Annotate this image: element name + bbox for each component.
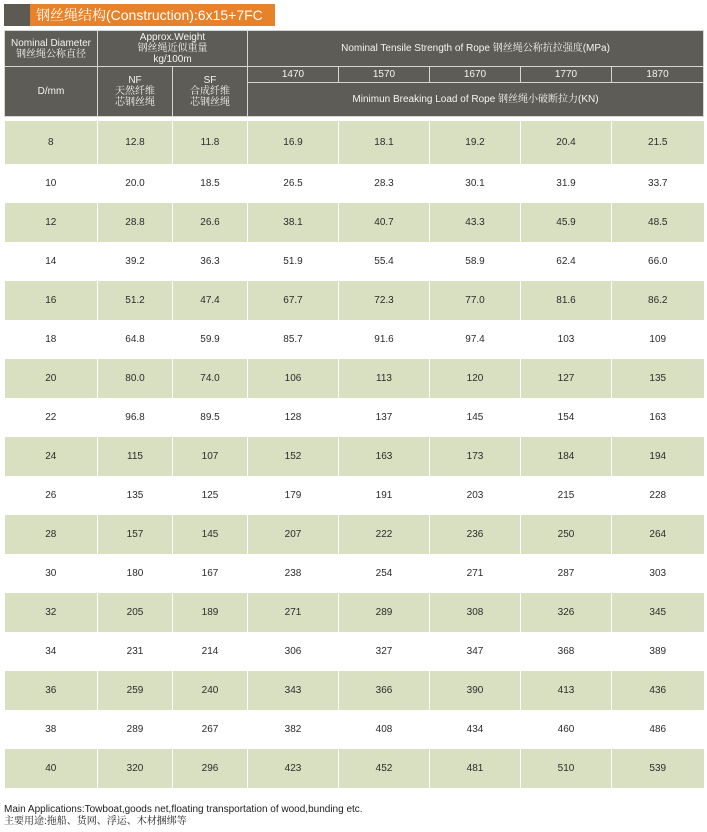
value-cell: 436: [612, 671, 704, 710]
diameter-cell: 36: [5, 671, 98, 710]
nominal-diameter-label: Nominal Diameter: [10, 37, 92, 49]
diameter-cell: 18: [5, 320, 98, 359]
nf-label-cn1: 天然纤维: [115, 86, 155, 97]
value-cell: 40.7: [339, 203, 430, 242]
value-cell: 240: [173, 671, 248, 710]
diameter-cell: 14: [5, 242, 98, 281]
value-cell: 191: [339, 476, 430, 515]
grade-header-1870: 1870: [612, 67, 704, 83]
value-cell: 12.8: [98, 121, 173, 164]
value-cell: 434: [430, 710, 521, 749]
value-cell: 238: [248, 554, 339, 593]
value-cell: 20.0: [98, 164, 173, 203]
footer: [4, 804, 363, 828]
value-cell: 115: [98, 437, 173, 476]
value-cell: 20.4: [521, 121, 612, 164]
value-cell: 222: [339, 515, 430, 554]
value-cell: 36.3: [173, 242, 248, 281]
value-cell: 43.3: [430, 203, 521, 242]
value-cell: 180: [98, 554, 173, 593]
value-cell: 30.1: [430, 164, 521, 203]
sf-label-cn2: 芯钢丝绳: [190, 97, 230, 108]
value-cell: 59.9: [173, 320, 248, 359]
value-cell: 259: [98, 671, 173, 710]
value-cell: 85.7: [248, 320, 339, 359]
value-cell: 157: [98, 515, 173, 554]
value-cell: 81.6: [521, 281, 612, 320]
value-cell: 91.6: [339, 320, 430, 359]
nf-header: [98, 67, 173, 117]
value-cell: 39.2: [98, 242, 173, 281]
diameter-cell: 34: [5, 632, 98, 671]
value-cell: 343: [248, 671, 339, 710]
table-row: [5, 398, 704, 437]
diameter-cell: 8: [5, 121, 98, 164]
title-marker: [4, 4, 30, 26]
value-cell: 16.9: [248, 121, 339, 164]
value-cell: 408: [339, 710, 430, 749]
value-cell: 327: [339, 632, 430, 671]
value-cell: 107: [173, 437, 248, 476]
weight-unit: kg/100m: [153, 54, 192, 65]
value-cell: 267: [173, 710, 248, 749]
value-cell: 135: [98, 476, 173, 515]
diameter-cell: 24: [5, 437, 98, 476]
weight-label: Approx.Weight: [139, 32, 206, 43]
grade-header-1470: 1470: [248, 67, 339, 83]
grade-header-1570: 1570: [339, 67, 430, 83]
value-cell: 33.7: [612, 164, 704, 203]
value-cell: 231: [98, 632, 173, 671]
value-cell: 250: [521, 515, 612, 554]
spec-table: [4, 30, 704, 788]
value-cell: 486: [612, 710, 704, 749]
value-cell: 38.1: [248, 203, 339, 242]
table-row: [5, 121, 704, 164]
value-cell: 145: [430, 398, 521, 437]
value-cell: 389: [612, 632, 704, 671]
value-cell: 26.5: [248, 164, 339, 203]
value-cell: 306: [248, 632, 339, 671]
diameter-cell: 32: [5, 593, 98, 632]
value-cell: 97.4: [430, 320, 521, 359]
value-cell: 51.2: [98, 281, 173, 320]
table-row: [5, 632, 704, 671]
value-cell: 347: [430, 632, 521, 671]
value-cell: 113: [339, 359, 430, 398]
weight-header: [98, 31, 248, 67]
table-row: [5, 515, 704, 554]
value-cell: 184: [521, 437, 612, 476]
value-cell: 452: [339, 749, 430, 788]
value-cell: 26.6: [173, 203, 248, 242]
value-cell: 390: [430, 671, 521, 710]
value-cell: 19.2: [430, 121, 521, 164]
value-cell: 215: [521, 476, 612, 515]
value-cell: 320: [98, 749, 173, 788]
diameter-cell: 26: [5, 476, 98, 515]
value-cell: 228: [612, 476, 704, 515]
value-cell: 137: [339, 398, 430, 437]
value-cell: 45.9: [521, 203, 612, 242]
value-cell: 51.9: [248, 242, 339, 281]
value-cell: 18.5: [173, 164, 248, 203]
value-cell: 125: [173, 476, 248, 515]
value-cell: 271: [248, 593, 339, 632]
value-cell: 194: [612, 437, 704, 476]
value-cell: 289: [339, 593, 430, 632]
weight-label-cn: 钢丝绳近似重量: [137, 43, 208, 54]
diameter-cell: 40: [5, 749, 98, 788]
value-cell: 62.4: [521, 242, 612, 281]
unit-header: D/mm: [5, 67, 98, 117]
value-cell: 236: [430, 515, 521, 554]
table-row: [5, 359, 704, 398]
value-cell: 413: [521, 671, 612, 710]
value-cell: 154: [521, 398, 612, 437]
value-cell: 106: [248, 359, 339, 398]
value-cell: 74.0: [173, 359, 248, 398]
value-cell: 179: [248, 476, 339, 515]
diameter-cell: 10: [5, 164, 98, 203]
table-row: [5, 242, 704, 281]
value-cell: 287: [521, 554, 612, 593]
sf-header: [173, 67, 248, 117]
value-cell: 28.8: [98, 203, 173, 242]
tensile-header: Nominal Tensile Strength of Rope 钢丝绳公称抗拉强度(MPa): [248, 31, 704, 67]
value-cell: 207: [248, 515, 339, 554]
value-cell: 303: [612, 554, 704, 593]
diameter-cell: 12: [5, 203, 98, 242]
value-cell: 460: [521, 710, 612, 749]
diameter-cell: 30: [5, 554, 98, 593]
nf-label: NF: [128, 75, 142, 86]
table-row: [5, 593, 704, 632]
value-cell: 48.5: [612, 203, 704, 242]
title-bar: [4, 4, 275, 26]
nominal-diameter-label-cn: 钢丝绳公称直径: [16, 48, 86, 60]
table-row: [5, 164, 704, 203]
applications-en: Main Applications:Towboat,goods net,floating transportation of wood,bunding etc.: [4, 804, 363, 815]
value-cell: 510: [521, 749, 612, 788]
value-cell: 47.4: [173, 281, 248, 320]
value-cell: 120: [430, 359, 521, 398]
value-cell: 86.2: [612, 281, 704, 320]
value-cell: 127: [521, 359, 612, 398]
table-row: [5, 749, 704, 788]
value-cell: 109: [612, 320, 704, 359]
table-row: [5, 554, 704, 593]
value-cell: 96.8: [98, 398, 173, 437]
value-cell: 66.0: [612, 242, 704, 281]
value-cell: 89.5: [173, 398, 248, 437]
value-cell: 58.9: [430, 242, 521, 281]
spec-table-body: [5, 117, 704, 789]
sf-label-cn1: 合成纤维: [190, 86, 230, 97]
value-cell: 28.3: [339, 164, 430, 203]
table-row: [5, 437, 704, 476]
value-cell: 189: [173, 593, 248, 632]
diameter-cell: 38: [5, 710, 98, 749]
value-cell: 345: [612, 593, 704, 632]
value-cell: 423: [248, 749, 339, 788]
value-cell: 481: [430, 749, 521, 788]
value-cell: 289: [98, 710, 173, 749]
value-cell: 254: [339, 554, 430, 593]
table-row: [5, 710, 704, 749]
value-cell: 203: [430, 476, 521, 515]
value-cell: 366: [339, 671, 430, 710]
value-cell: 326: [521, 593, 612, 632]
value-cell: 167: [173, 554, 248, 593]
value-cell: 55.4: [339, 242, 430, 281]
diameter-cell: 20: [5, 359, 98, 398]
diameter-cell: 28: [5, 515, 98, 554]
diameter-cell: 16: [5, 281, 98, 320]
value-cell: 11.8: [173, 121, 248, 164]
value-cell: 145: [173, 515, 248, 554]
value-cell: 67.7: [248, 281, 339, 320]
value-cell: 21.5: [612, 121, 704, 164]
value-cell: 308: [430, 593, 521, 632]
value-cell: 77.0: [430, 281, 521, 320]
value-cell: 31.9: [521, 164, 612, 203]
applications-cn: 主要用途:拖船、货网、浮运、木材捆绑等: [4, 816, 187, 827]
grade-header-1670: 1670: [430, 67, 521, 83]
value-cell: 205: [98, 593, 173, 632]
table-row: [5, 476, 704, 515]
value-cell: 368: [521, 632, 612, 671]
value-cell: 135: [612, 359, 704, 398]
table-row: [5, 320, 704, 359]
nf-label-cn2: 芯钢丝绳: [115, 97, 155, 108]
value-cell: 152: [248, 437, 339, 476]
value-cell: 18.1: [339, 121, 430, 164]
sf-label: SF: [203, 75, 217, 86]
value-cell: 103: [521, 320, 612, 359]
breaking-load-header: Minimun Breaking Load of Rope 钢丝绳小破断拉力(KN): [248, 83, 704, 117]
table-row: [5, 281, 704, 320]
value-cell: 163: [339, 437, 430, 476]
value-cell: 72.3: [339, 281, 430, 320]
value-cell: 271: [430, 554, 521, 593]
value-cell: 163: [612, 398, 704, 437]
nominal-diameter-header: [5, 31, 98, 67]
value-cell: 173: [430, 437, 521, 476]
value-cell: 382: [248, 710, 339, 749]
value-cell: 64.8: [98, 320, 173, 359]
value-cell: 264: [612, 515, 704, 554]
diameter-cell: 22: [5, 398, 98, 437]
value-cell: 80.0: [98, 359, 173, 398]
value-cell: 296: [173, 749, 248, 788]
grade-header-1770: 1770: [521, 67, 612, 83]
value-cell: 128: [248, 398, 339, 437]
value-cell: 214: [173, 632, 248, 671]
page-title: 钢丝绳结构(Construction):6x15+7FC: [30, 4, 275, 26]
table-row: [5, 671, 704, 710]
value-cell: 539: [612, 749, 704, 788]
table-row: [5, 203, 704, 242]
